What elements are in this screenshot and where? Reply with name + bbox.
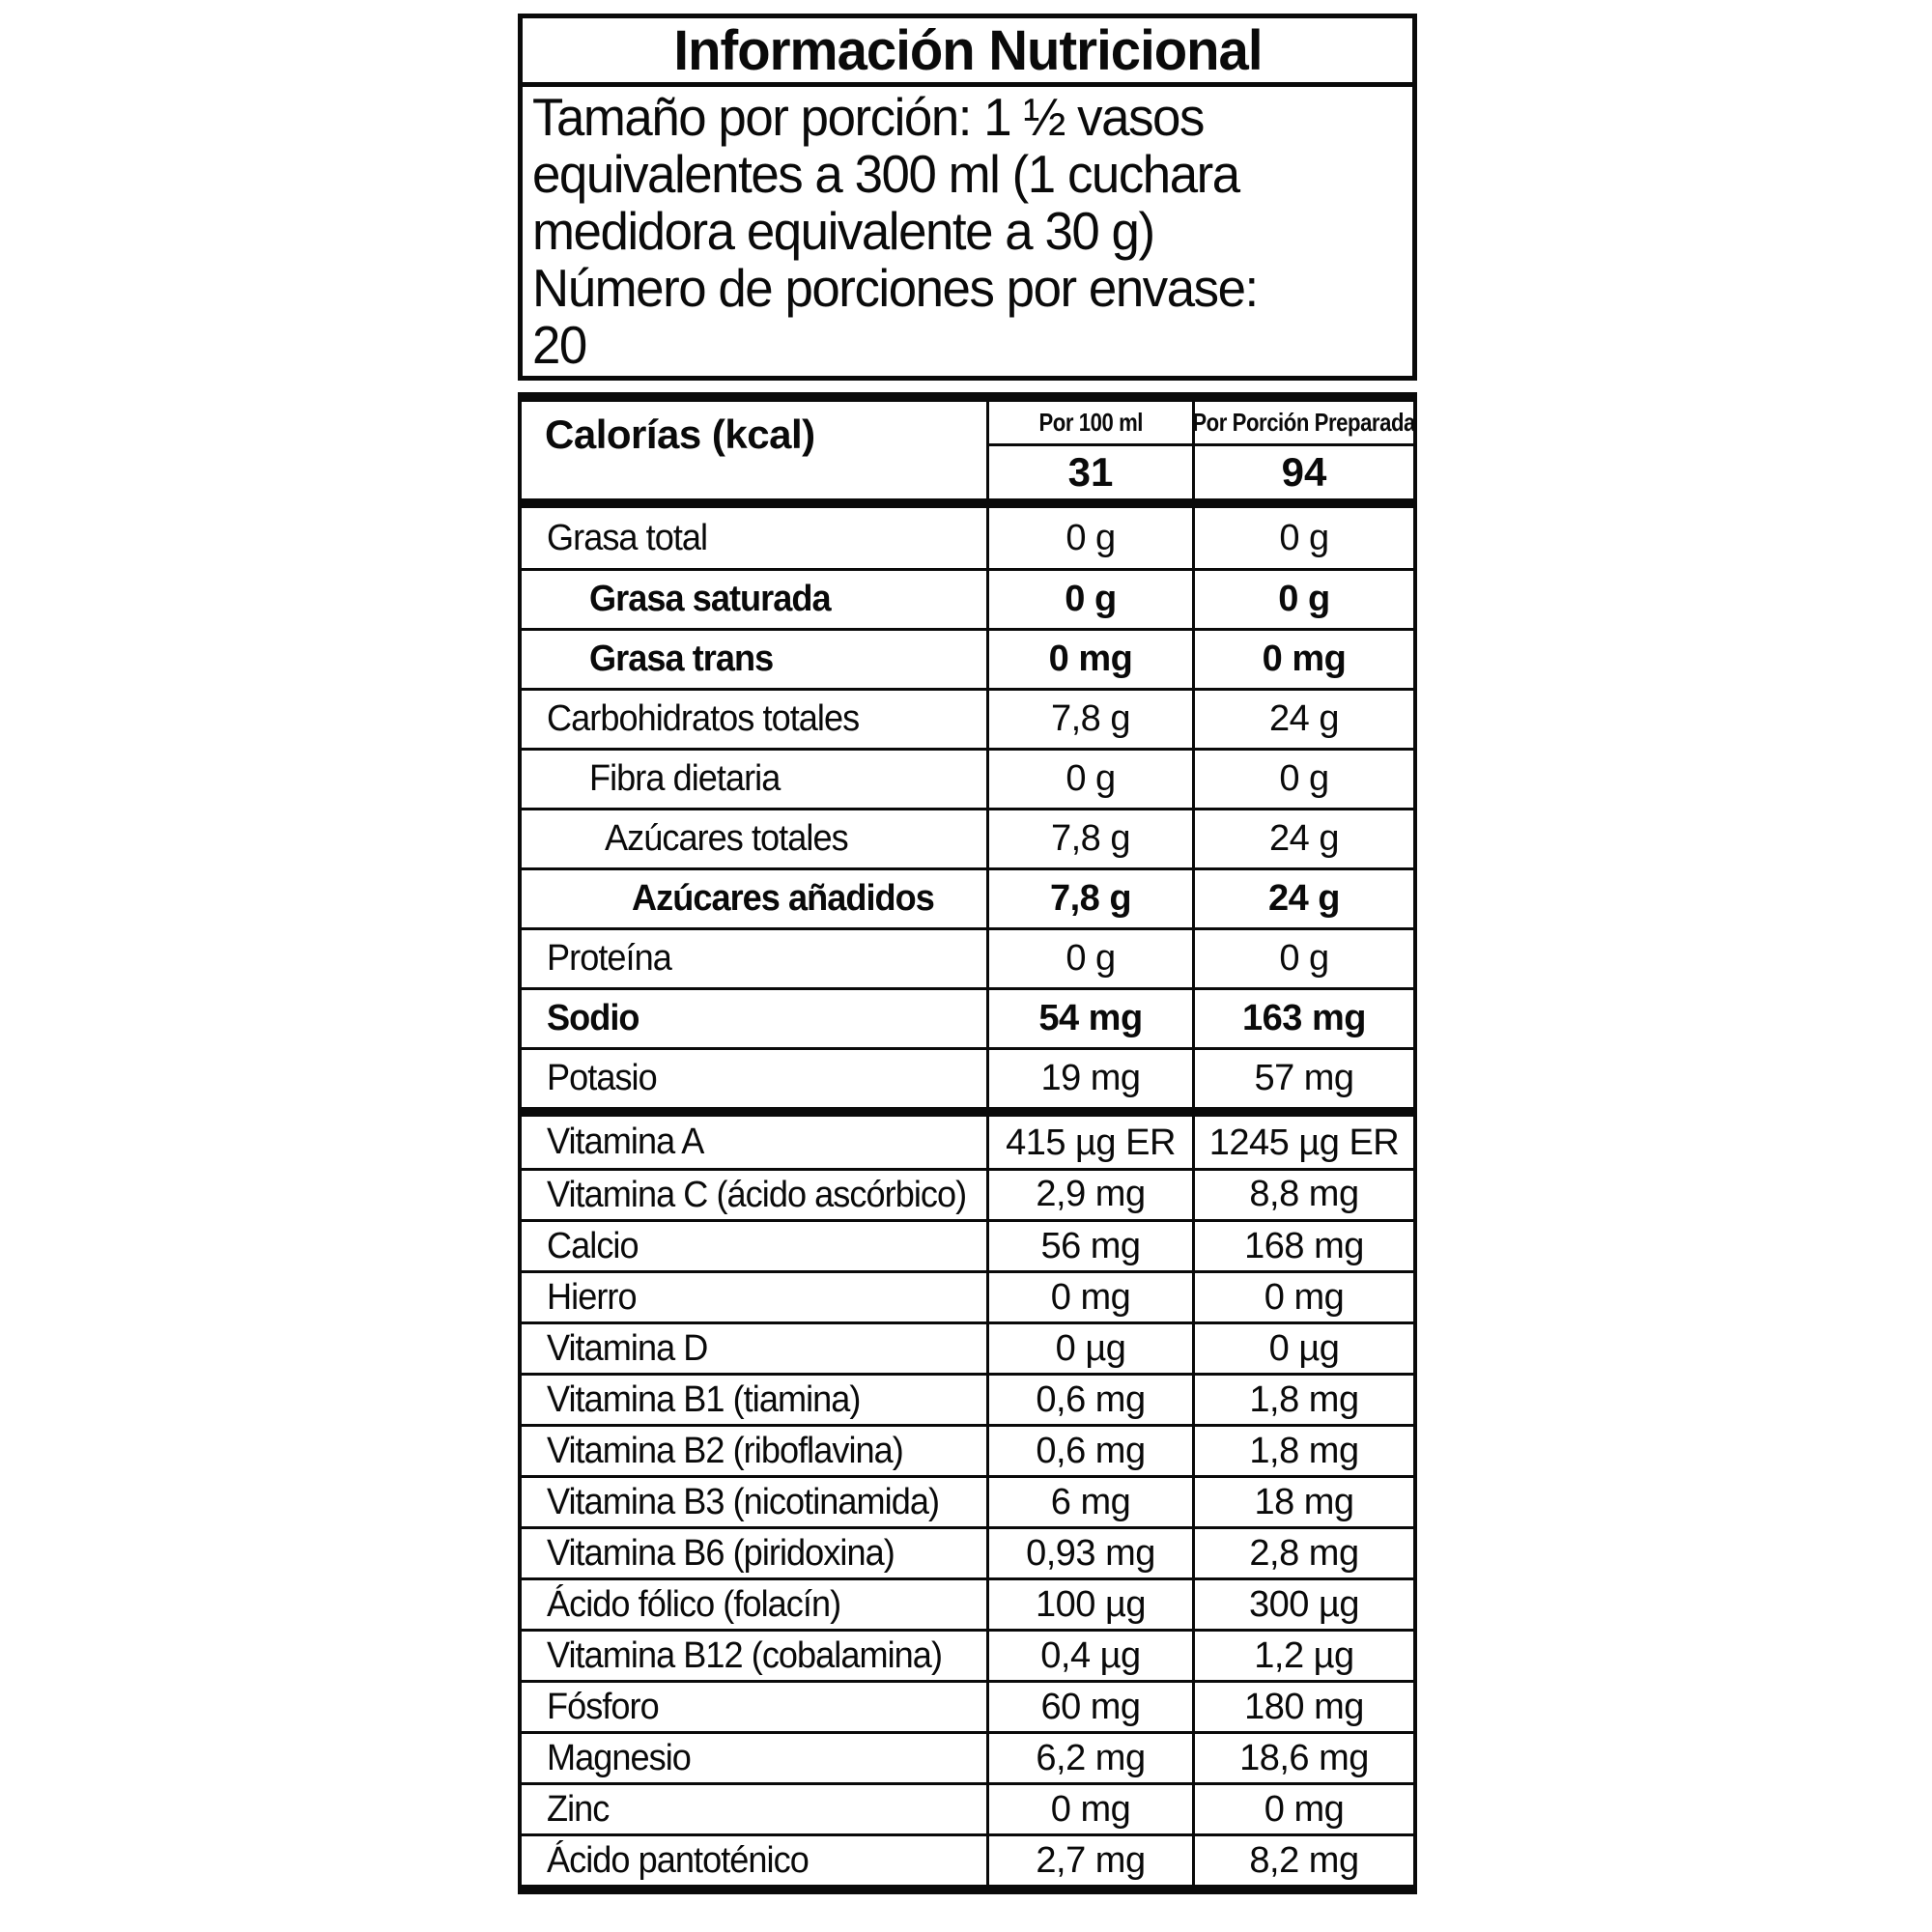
label-title: Información Nutricional (672, 18, 1263, 82)
nutrient-label-text: Vitamina B1 (tiamina) (547, 1378, 861, 1420)
value-per-100ml: 56 mg (1040, 1225, 1141, 1266)
nutrient-label-text: Potasio (547, 1058, 657, 1098)
value-per-portion: 0 g (1192, 571, 1413, 628)
nutrition-label (518, 14, 1417, 1894)
nutrient-row-acido-folico (522, 1577, 1413, 1629)
value-per-portion: 18 mg (1192, 1478, 1413, 1526)
nutrient-row-vitamina-a (522, 1117, 1413, 1168)
nutrient-label-text: Calcio (547, 1225, 639, 1266)
per-100ml-column-header (989, 402, 1192, 446)
per-portion-column-header-text: Por Porción Preparada (1192, 408, 1416, 437)
nutrient-label (522, 1427, 989, 1475)
value-per-100ml: 54 mg (1038, 998, 1143, 1038)
nutrient-row-grasa-total (522, 508, 1413, 568)
value-per-portion: 0 mg (1192, 631, 1413, 688)
value-per-portion: 0 g (1192, 508, 1413, 568)
value-per-100ml: 0 mg (1048, 639, 1133, 679)
nutrient-label (522, 1273, 989, 1321)
value-per-100ml: 2,7 mg (1036, 1839, 1146, 1881)
per-portion-column-header-cell (1192, 402, 1416, 498)
nutrient-label (522, 930, 989, 987)
value-per-portion: 1,2 µg (1192, 1632, 1413, 1680)
value-per-100ml: 0 g (1065, 938, 1116, 979)
value-per-100ml: 0 mg (1050, 1788, 1131, 1830)
value-per-100ml: 0,6 mg (1036, 1378, 1146, 1420)
serving-info-box (518, 82, 1417, 381)
nutrient-row-zinc (522, 1782, 1413, 1833)
value-per-100ml: 0 g (1065, 579, 1117, 619)
nutrient-row-acido-pantotenico (522, 1833, 1413, 1885)
nutrient-label (522, 1683, 989, 1731)
nutrient-label (522, 870, 989, 927)
value-per-100ml: 0 g (1065, 758, 1116, 799)
nutrient-row-proteina (522, 927, 1413, 987)
nutrient-label (522, 751, 989, 808)
nutrient-row-potasio (522, 1047, 1413, 1107)
nutrient-row-fosforo (522, 1680, 1413, 1731)
nutrient-label (522, 691, 989, 748)
nutrient-row-vitamina-b12 (522, 1629, 1413, 1680)
nutrient-row-fibra (522, 748, 1413, 808)
nutrient-label-text: Hierro (547, 1276, 637, 1318)
nutrient-row-grasa-trans (522, 628, 1413, 688)
value-per-100ml: 0 µg (1055, 1327, 1126, 1369)
nutrient-label (522, 1478, 989, 1526)
nutrient-label-text: Azúcares añadidos (632, 878, 934, 919)
value-per-100ml: 7,8 g (1050, 698, 1131, 739)
value-per-portion: 0 mg (1192, 1273, 1413, 1321)
nutrient-row-carbohidratos (522, 688, 1413, 748)
value-per-portion: 300 µg (1192, 1580, 1413, 1629)
nutrient-label (522, 1785, 989, 1833)
value-per-100ml: 0 g (1065, 517, 1116, 558)
nutrient-label-text: Sodio (547, 998, 639, 1038)
nutrient-label (522, 1050, 989, 1107)
nutrient-label (522, 1580, 989, 1629)
value-per-portion: 1245 µg ER (1192, 1117, 1413, 1168)
nutrient-label (522, 571, 989, 628)
value-per-100ml: 0,4 µg (1040, 1634, 1141, 1676)
nutrient-row-calcio (522, 1219, 1413, 1270)
value-per-portion: 18,6 mg (1192, 1734, 1413, 1782)
nutrient-row-vitamina-d (522, 1321, 1413, 1373)
nutrient-label-text: Vitamina B12 (cobalamina) (547, 1634, 943, 1676)
nutrient-label (522, 1836, 989, 1885)
nutrient-label-text: Vitamina C (ácido ascórbico) (547, 1174, 967, 1215)
value-per-100ml: 7,8 g (1050, 818, 1131, 859)
value-per-portion: 163 mg (1192, 990, 1413, 1047)
nutrient-label-text: Vitamina B2 (riboflavina) (547, 1430, 903, 1471)
value-per-portion: 0 mg (1192, 1785, 1413, 1833)
value-per-portion: 8,2 mg (1192, 1836, 1413, 1885)
nutrient-label (522, 508, 989, 568)
serving-line-2: equivalentes a 300 ml (1 cuchara (532, 144, 1239, 204)
value-per-portion: 24 g (1192, 810, 1413, 867)
nutrient-row-vitamina-b3 (522, 1475, 1413, 1526)
value-per-portion: 0 µg (1192, 1324, 1413, 1373)
nutrient-label (522, 1529, 989, 1577)
calories-value-per-portion: 94 (1281, 449, 1327, 495)
micronutrients-section (522, 1107, 1413, 1885)
nutrient-label-text: Grasa trans (589, 639, 774, 679)
calories-value-per-100ml: 31 (1067, 449, 1114, 495)
value-per-portion: 0 g (1192, 751, 1413, 808)
nutrient-row-hierro (522, 1270, 1413, 1321)
nutrient-label (522, 1324, 989, 1373)
value-per-100ml: 0 mg (1050, 1276, 1131, 1318)
value-per-100ml: 6 mg (1050, 1481, 1131, 1522)
nutrient-label-text: Fibra dietaria (589, 758, 781, 799)
value-per-100ml: 7,8 g (1049, 878, 1132, 919)
value-per-100ml: 0,6 mg (1036, 1430, 1146, 1471)
value-per-portion: 1,8 mg (1192, 1427, 1413, 1475)
nutrient-label-text: Grasa saturada (589, 579, 831, 619)
per-100ml-column-header-cell (989, 402, 1192, 498)
nutrient-row-grasa-saturada (522, 568, 1413, 628)
serving-line-4: Número de porciones por envase: (532, 258, 1258, 318)
nutrient-label (522, 631, 989, 688)
value-per-100ml: 100 µg (1036, 1583, 1146, 1625)
nutrient-label (522, 1117, 989, 1168)
value-per-100ml: 60 mg (1040, 1686, 1141, 1727)
nutrient-label-text: Proteína (547, 938, 671, 979)
nutrient-row-vitamina-b1 (522, 1373, 1413, 1424)
nutrient-label (522, 810, 989, 867)
nutrient-label-text: Azúcares totales (605, 818, 848, 859)
nutrient-label-text: Ácido pantoténico (547, 1839, 809, 1881)
value-per-100ml: 2,9 mg (1036, 1174, 1146, 1214)
nutrient-label (522, 1222, 989, 1270)
nutrient-label-text: Grasa total (547, 517, 708, 558)
nutrient-row-azucares-anadidos (522, 867, 1413, 927)
value-per-100ml: 6,2 mg (1036, 1737, 1146, 1778)
value-per-100ml: 19 mg (1040, 1058, 1141, 1098)
nutrient-label-text: Vitamina B3 (nicotinamida) (547, 1481, 940, 1522)
nutrient-label-text: Magnesio (547, 1737, 691, 1778)
value-per-portion: 1,8 mg (1192, 1376, 1413, 1424)
nutrient-label (522, 1734, 989, 1782)
calories-label: Calorías (kcal) (522, 402, 989, 498)
nutrient-label (522, 1632, 989, 1680)
value-per-100ml: 0,93 mg (1026, 1532, 1155, 1574)
per-100ml-column-header-text: Por 100 ml (1038, 408, 1143, 437)
calories-header-row (522, 402, 1416, 498)
nutrient-label-text: Carbohidratos totales (547, 698, 860, 739)
nutrient-row-vitamina-b6 (522, 1526, 1413, 1577)
value-per-portion: 8,8 mg (1192, 1171, 1413, 1219)
nutrient-row-magnesio (522, 1731, 1413, 1782)
nutrient-label (522, 1376, 989, 1424)
per-portion-column-header (1192, 402, 1416, 446)
value-per-portion: 0 g (1192, 930, 1413, 987)
serving-line-3: medidora equivalente a 30 g) (532, 201, 1154, 261)
nutrient-label-text: Fósforo (547, 1686, 659, 1727)
nutrient-row-vitamina-b2 (522, 1424, 1413, 1475)
nutrient-label-text: Zinc (547, 1788, 610, 1830)
serving-line-1: Tamaño por porción: 1 ½ vasos (532, 87, 1204, 147)
nutrient-label-text: Vitamina B6 (piridoxina) (547, 1532, 895, 1574)
value-per-portion: 24 g (1192, 870, 1413, 927)
value-per-100ml: 415 µg ER (1006, 1122, 1176, 1163)
nutrient-label (522, 990, 989, 1047)
nutrient-label (522, 1171, 989, 1219)
value-per-portion: 180 mg (1192, 1683, 1413, 1731)
value-per-portion: 168 mg (1192, 1222, 1413, 1270)
nutrient-row-vitamina-c (522, 1168, 1413, 1219)
value-per-portion: 2,8 mg (1192, 1529, 1413, 1577)
value-per-portion: 57 mg (1192, 1050, 1413, 1107)
nutrient-label-text: Vitamina A (547, 1122, 704, 1162)
nutrition-table (518, 392, 1417, 1894)
title-box (518, 14, 1417, 87)
servings-per-container-value: 20 (532, 315, 586, 375)
nutrient-row-azucares-totales (522, 808, 1413, 867)
nutrient-label-text: Ácido fólico (folacín) (547, 1583, 841, 1625)
nutrient-label-text: Vitamina D (547, 1327, 708, 1369)
value-per-portion: 24 g (1192, 691, 1413, 748)
nutrient-row-sodio (522, 987, 1413, 1047)
macronutrients-section (522, 498, 1413, 1107)
